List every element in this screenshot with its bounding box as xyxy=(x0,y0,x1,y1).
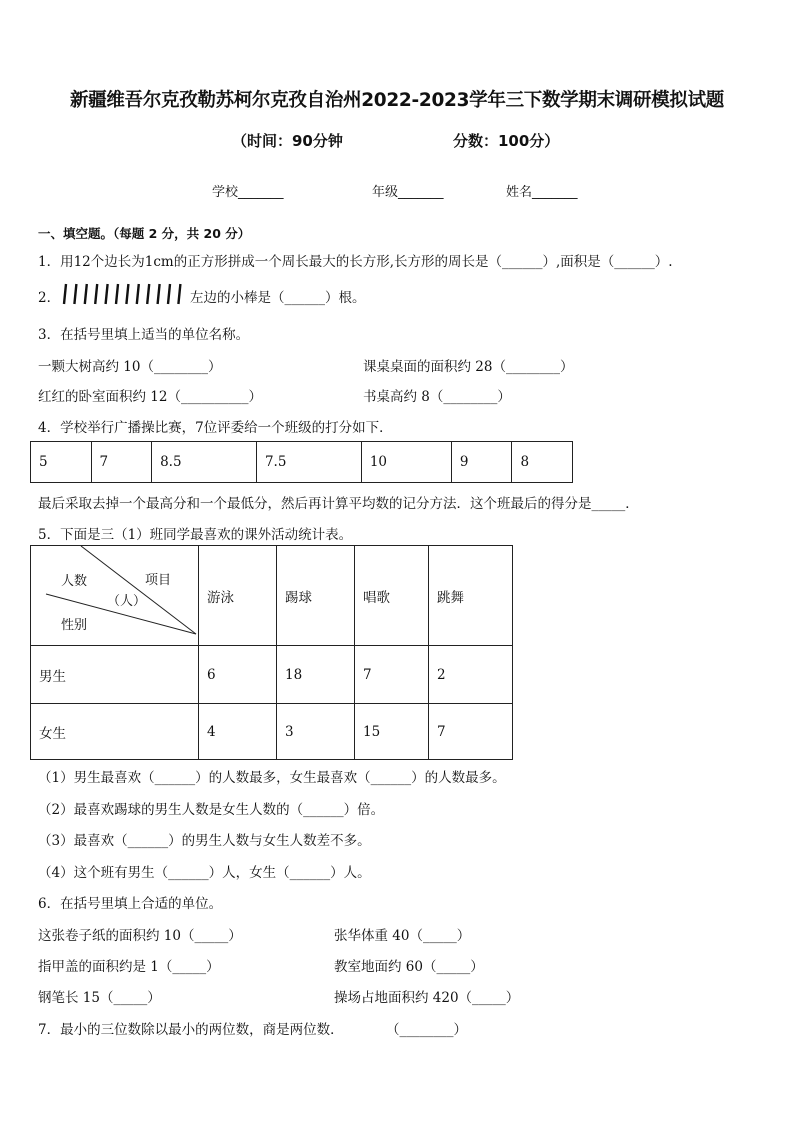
question-5-stem: 5．下面是三（1）班同学最喜欢的课外活动统计表。 xyxy=(38,527,353,543)
table-cell: 4 xyxy=(199,704,277,760)
question-6b: 张华体重 40（_____） xyxy=(334,928,471,944)
grade-field[interactable]: 年级_______ xyxy=(372,185,444,200)
diag-gender-label: 性别 xyxy=(61,618,88,633)
stick xyxy=(158,284,160,304)
table-row xyxy=(31,704,513,760)
section-heading: 一、填空题。（每题 2 分，共 20 分） xyxy=(38,226,251,241)
question-6f: 操场占地面积约 420（_____） xyxy=(334,990,520,1006)
question-3d: 书桌高约 8（________） xyxy=(363,389,511,405)
question-5-sub2: （2）最喜欢踢球的男生人数是女生人数的（______）倍。 xyxy=(38,802,385,818)
question-3-stem: 3．在括号里填上适当的单位名称。 xyxy=(38,327,250,343)
table-cell: 7 xyxy=(429,704,513,760)
stick xyxy=(106,284,108,304)
name-field[interactable]: 姓名_______ xyxy=(506,185,578,200)
question-6a: 这张卷子纸的面积约 10（_____） xyxy=(38,928,242,944)
stick xyxy=(95,284,97,304)
question-7: 7．最小的三位数除以最小的两位数，商是两位数． xyxy=(38,1022,344,1038)
column-header: 游泳 xyxy=(199,546,277,646)
question-5-sub4: （4）这个班有男生（______）人，女生（______）人。 xyxy=(38,865,371,881)
sticks-illustration xyxy=(60,283,188,305)
stick xyxy=(137,284,139,304)
question-4-text: 最后采取去掉一个最高分和一个最低分，然后再计算平均数的记分方法．这个班最后的得分是_____． xyxy=(38,496,639,512)
table-cell: 3 xyxy=(277,704,355,760)
question-4-stem: 4．学校举行广播操比赛，7位评委给一个班级的打分如下． xyxy=(38,420,393,436)
table-row xyxy=(31,646,513,704)
table-cell: 15 xyxy=(355,704,429,760)
stick xyxy=(74,284,76,304)
question-2-text: 左边的小棒是（______）根。 xyxy=(190,290,366,306)
score-cell: 7.5 xyxy=(256,442,361,483)
page-title: 新疆维吾尔克孜勒苏柯尔克孜自治州2022-2023学年三下数学期末调研模拟试题 xyxy=(70,90,724,111)
stick xyxy=(147,284,149,304)
score-cell: 5 xyxy=(31,442,92,483)
exam-time: （时间：90分钟 xyxy=(232,132,343,150)
question-1: 1．用12个边长为1cm的正方形拼成一个周长最大的长方形,长方形的周长是（______）,面积是（______）. xyxy=(38,254,673,270)
row-label: 女生 xyxy=(31,704,199,760)
activity-table xyxy=(30,545,513,760)
question-6c: 指甲盖的面积约是 1（_____） xyxy=(38,959,220,975)
column-header: 跳舞 xyxy=(429,546,513,646)
question-3a: 一颗大树高约 10（________） xyxy=(38,359,222,375)
table-cell: 6 xyxy=(199,646,277,704)
stick xyxy=(116,284,118,304)
question-5-sub1: （1）男生最喜欢（______）的人数最多，女生最喜欢（______）的人数最多。 xyxy=(38,770,506,786)
exam-score: 分数：100分） xyxy=(453,132,560,150)
table-cell: 7 xyxy=(355,646,429,704)
score-cell: 10 xyxy=(361,442,451,483)
row-label: 男生 xyxy=(31,646,199,704)
score-cell: 7 xyxy=(91,442,152,483)
question-5-sub3: （3）最喜欢（______）的男生人数与女生人数差不多。 xyxy=(38,833,371,849)
school-field[interactable]: 学校_______ xyxy=(212,185,284,200)
question-3b: 课桌桌面的面积约 28（________） xyxy=(363,359,574,375)
stick xyxy=(85,284,87,304)
question-3c: 红红的卧室面积约 12（__________） xyxy=(38,389,262,405)
stick xyxy=(178,284,180,304)
diag-item-label: 项目 xyxy=(145,573,172,588)
stick xyxy=(168,284,170,304)
question-7-blank: （________） xyxy=(386,1022,467,1038)
question-6d: 教室地面约 60（_____） xyxy=(334,959,484,975)
table-cell: 2 xyxy=(429,646,513,704)
table-cell: 18 xyxy=(277,646,355,704)
column-header: 踢球 xyxy=(277,546,355,646)
stick xyxy=(126,284,128,304)
question-6e: 钢笔长 15（_____） xyxy=(38,990,161,1006)
score-cell: 8 xyxy=(512,442,573,483)
diag-unit-label: （人） xyxy=(107,594,147,609)
diag-count-label: 人数 xyxy=(61,574,88,589)
score-cell: 8.5 xyxy=(152,442,257,483)
column-header: 唱歌 xyxy=(355,546,429,646)
score-table xyxy=(30,441,573,483)
diagonal-header-cell xyxy=(31,546,199,646)
score-cell: 9 xyxy=(451,442,512,483)
question-6-stem: 6．在括号里填上合适的单位。 xyxy=(38,896,223,912)
stick xyxy=(64,284,66,304)
question-2-prefix: 2． xyxy=(38,290,61,306)
